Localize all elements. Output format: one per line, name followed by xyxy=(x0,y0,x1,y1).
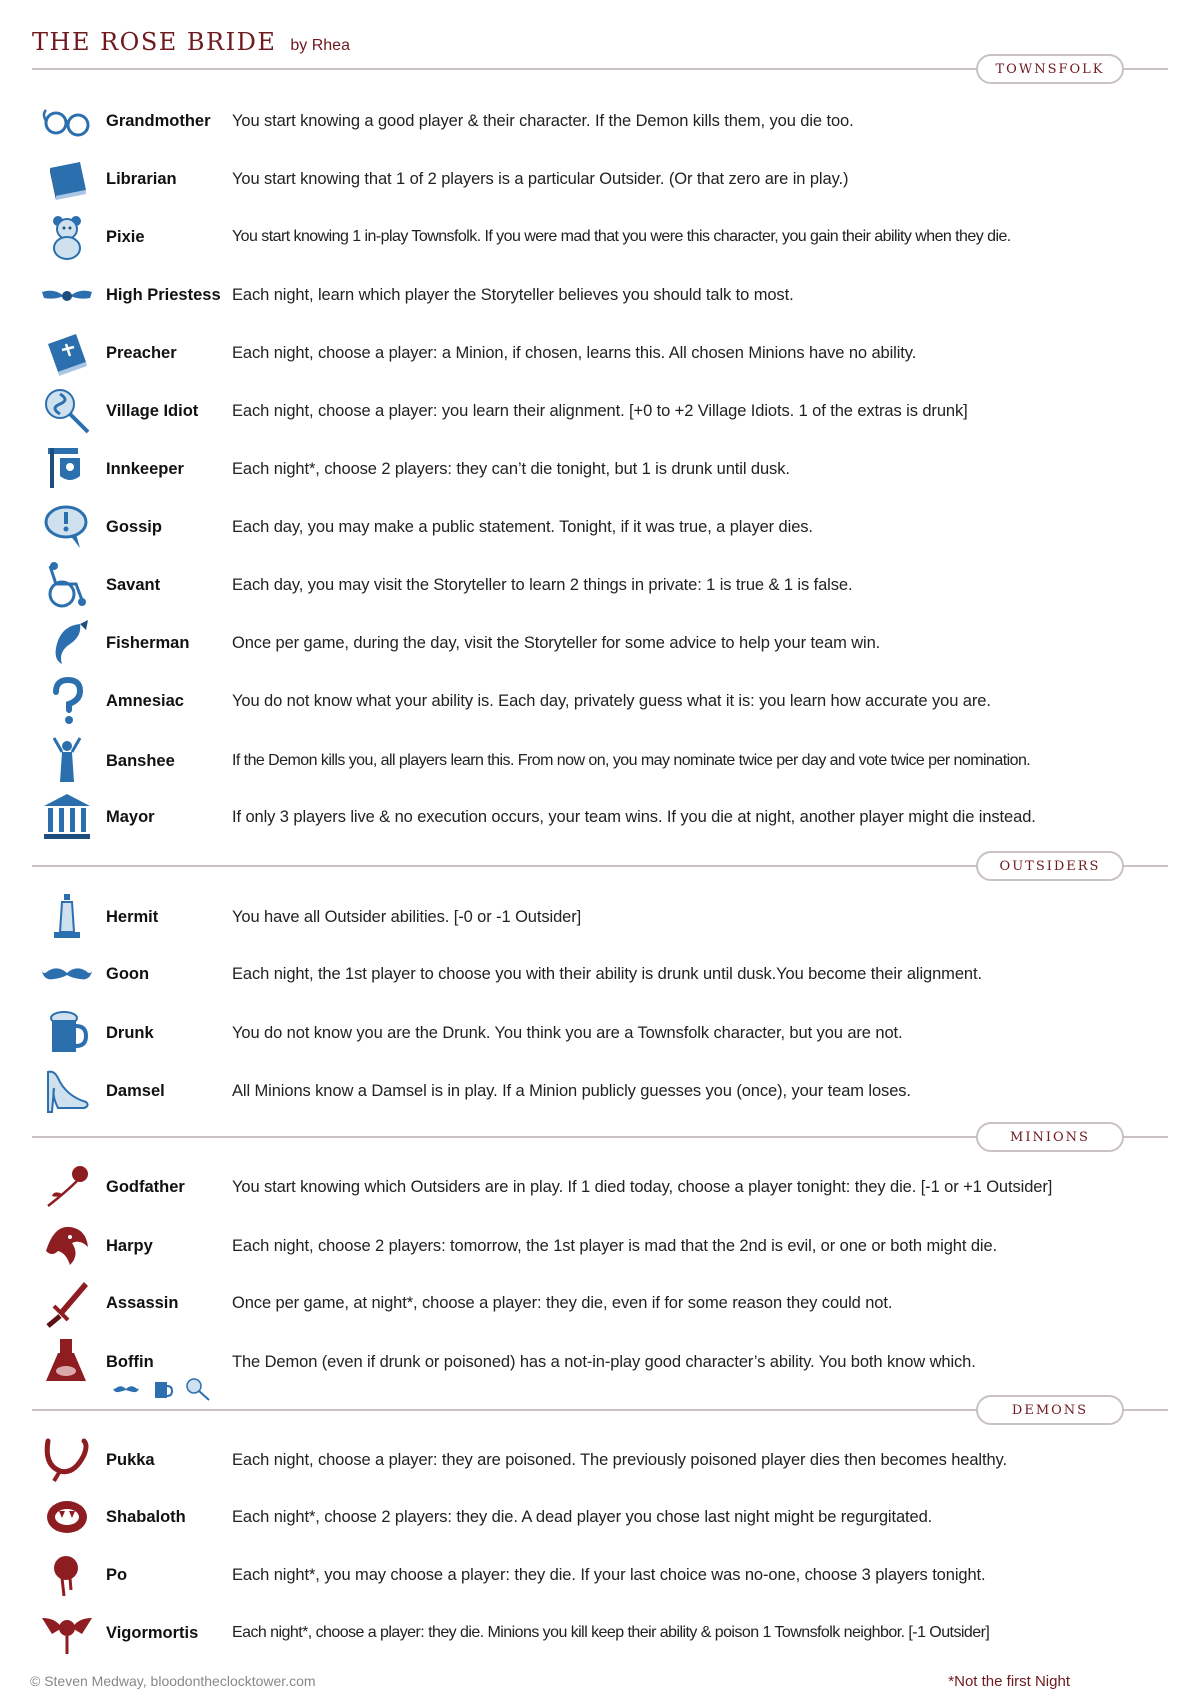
section-label-townsfolk: TOWNSFOLK xyxy=(976,54,1124,84)
dagger-icon xyxy=(32,1276,102,1330)
character-row-harpy: Harpy Each night, choose 2 players: tomorrow, the 1st player is mad that the 2nd is evil, or one or both might die. xyxy=(32,1219,1172,1273)
section-label-minions: MINIONS xyxy=(976,1122,1124,1152)
character-row-librarian: Librarian You start knowing that 1 of 2 players is a particular Outsider. (Or that zero are in play.) xyxy=(32,152,1172,206)
script-title: THE ROSE BRIDE xyxy=(32,28,277,56)
character-row-pixie: Pixie You start knowing 1 in-play Townsfolk. If you were mad that you were this character, you gain their ability when they die. xyxy=(32,210,1172,264)
serpent-icon xyxy=(32,1433,102,1487)
character-row-village-idiot: Village Idiot Each night, choose a player: you learn their alignment. [+0 to +2 Village Idiots. 1 of the extras is drunk] xyxy=(32,384,1172,438)
beer-mug-icon xyxy=(32,1006,102,1060)
fish-icon xyxy=(32,616,102,670)
character-row-high-priestess: High Priestess Each night, learn which player the Storyteller believes you should talk to most. xyxy=(32,268,1172,322)
character-row-preacher: Preacher Each night, choose a player: a Minion, if chosen, learns this. All chosen Minions have no ability. xyxy=(32,326,1172,380)
section-divider-townsfolk xyxy=(32,54,1168,84)
character-row-banshee: Banshee If the Demon kills you, all players learn this. From now on, you may nominate twice per day and vote twice per nomination. xyxy=(32,734,1172,788)
lollipop-icon xyxy=(32,384,102,438)
teddy-bear-icon xyxy=(32,210,102,264)
town-hall-icon xyxy=(32,790,102,844)
character-row-innkeeper: Innkeeper Each night*, choose 2 players: they can’t die tonight, but 1 is drunk until dusk. xyxy=(32,442,1172,496)
character-row-savant: Savant Each day, you may visit the Storyteller to learn 2 things in private: 1 is true & 1 is false. xyxy=(32,558,1172,612)
inn-sign-icon xyxy=(32,442,102,496)
character-row-pukka: Pukka Each night, choose a player: they are poisoned. The previously poisoned player dies then becomes healthy. xyxy=(32,1433,1172,1487)
character-row-grandmother: Grandmother You start knowing a good player & their character. If the Demon kills them, you die too. xyxy=(32,94,1172,148)
character-row-hermit: Hermit You have all Outsider abilities. [-0 or -1 Outsider] xyxy=(32,890,1172,944)
question-mark-icon xyxy=(32,674,102,728)
blood-drop-icon xyxy=(32,1548,102,1602)
character-row-boffin: Boffin The Demon (even if drunk or poisoned) has a not-in-play good character’s ability. You both know which. xyxy=(32,1335,1172,1389)
character-row-po: Po Each night*, you may choose a player: they die. If your last choice was no-one, choose 3 players tonight. xyxy=(32,1548,1172,1602)
section-divider-demons xyxy=(32,1395,1168,1425)
first-night-note: *Not the first Night xyxy=(948,1673,1070,1690)
section-divider-outsiders xyxy=(32,851,1168,881)
wailing-figure-icon xyxy=(32,734,102,788)
glass-slipper-icon xyxy=(32,1064,102,1118)
section-divider-minions xyxy=(32,1122,1168,1152)
wheelchair-icon xyxy=(32,558,102,612)
harpy-icon xyxy=(32,1219,102,1273)
section-label-outsiders: OUTSIDERS xyxy=(976,851,1124,881)
mustache-icon xyxy=(32,947,102,1001)
copyright-notice: © Steven Medway, bloodontheclocktower.com xyxy=(30,1673,316,1689)
character-row-damsel: Damsel All Minions know a Damsel is in play. If a Minion publicly guesses you (once), your team loses. xyxy=(32,1064,1172,1118)
flask-icon xyxy=(32,1335,102,1389)
script-author: by Rhea xyxy=(290,37,350,54)
character-row-godfather: Godfather You start knowing which Outsiders are in play. If 1 died today, choose a player tonight: they die. [-1 or +1 Outsider] xyxy=(32,1160,1172,1214)
speech-bubble-icon xyxy=(32,500,102,554)
character-row-gossip: Gossip Each day, you may make a public statement. Tonight, if it was true, a player dies. xyxy=(32,500,1172,554)
character-row-vigormortis: Vigormortis Each night*, choose a player: they die. Minions you kill keep their ability & poison 1 Townsfolk neighbor. [-1 Outsider] xyxy=(32,1606,1172,1660)
character-row-goon: Goon Each night, the 1st player to choose you with their ability is drunk until dusk.You become their alignment. xyxy=(32,947,1172,1001)
bible-icon xyxy=(32,326,102,380)
winged-emblem-icon xyxy=(32,268,102,322)
character-row-mayor: Mayor If only 3 players live & no execution occurs, your team wins. If you die at night, another player might die instead. xyxy=(32,790,1172,844)
spectacles-icon xyxy=(32,94,102,148)
rose-icon xyxy=(32,1160,102,1214)
character-row-fisherman: Fisherman Once per game, during the day, visit the Storyteller for some advice to help your team win. xyxy=(32,616,1172,670)
fanged-mouth-icon xyxy=(32,1490,102,1544)
character-row-amnesiac: Amnesiac You do not know what your ability is. Each day, privately guess what it is: you learn how accurate you are. xyxy=(32,674,1172,728)
winged-skull-icon xyxy=(32,1606,102,1660)
character-row-assassin: Assassin Once per game, at night*, choose a player: they die, even if for some reason they could not. xyxy=(32,1276,1172,1330)
character-row-drunk: Drunk You do not know you are the Drunk. You think you are a Townsfolk character, but you are not. xyxy=(32,1006,1172,1060)
section-label-demons: DEMONS xyxy=(976,1395,1124,1425)
lighthouse-icon xyxy=(32,890,102,944)
character-row-shabaloth: Shabaloth Each night*, choose 2 players: they die. A dead player you chose last night might be regurgitated. xyxy=(32,1490,1172,1544)
book-icon xyxy=(32,152,102,206)
